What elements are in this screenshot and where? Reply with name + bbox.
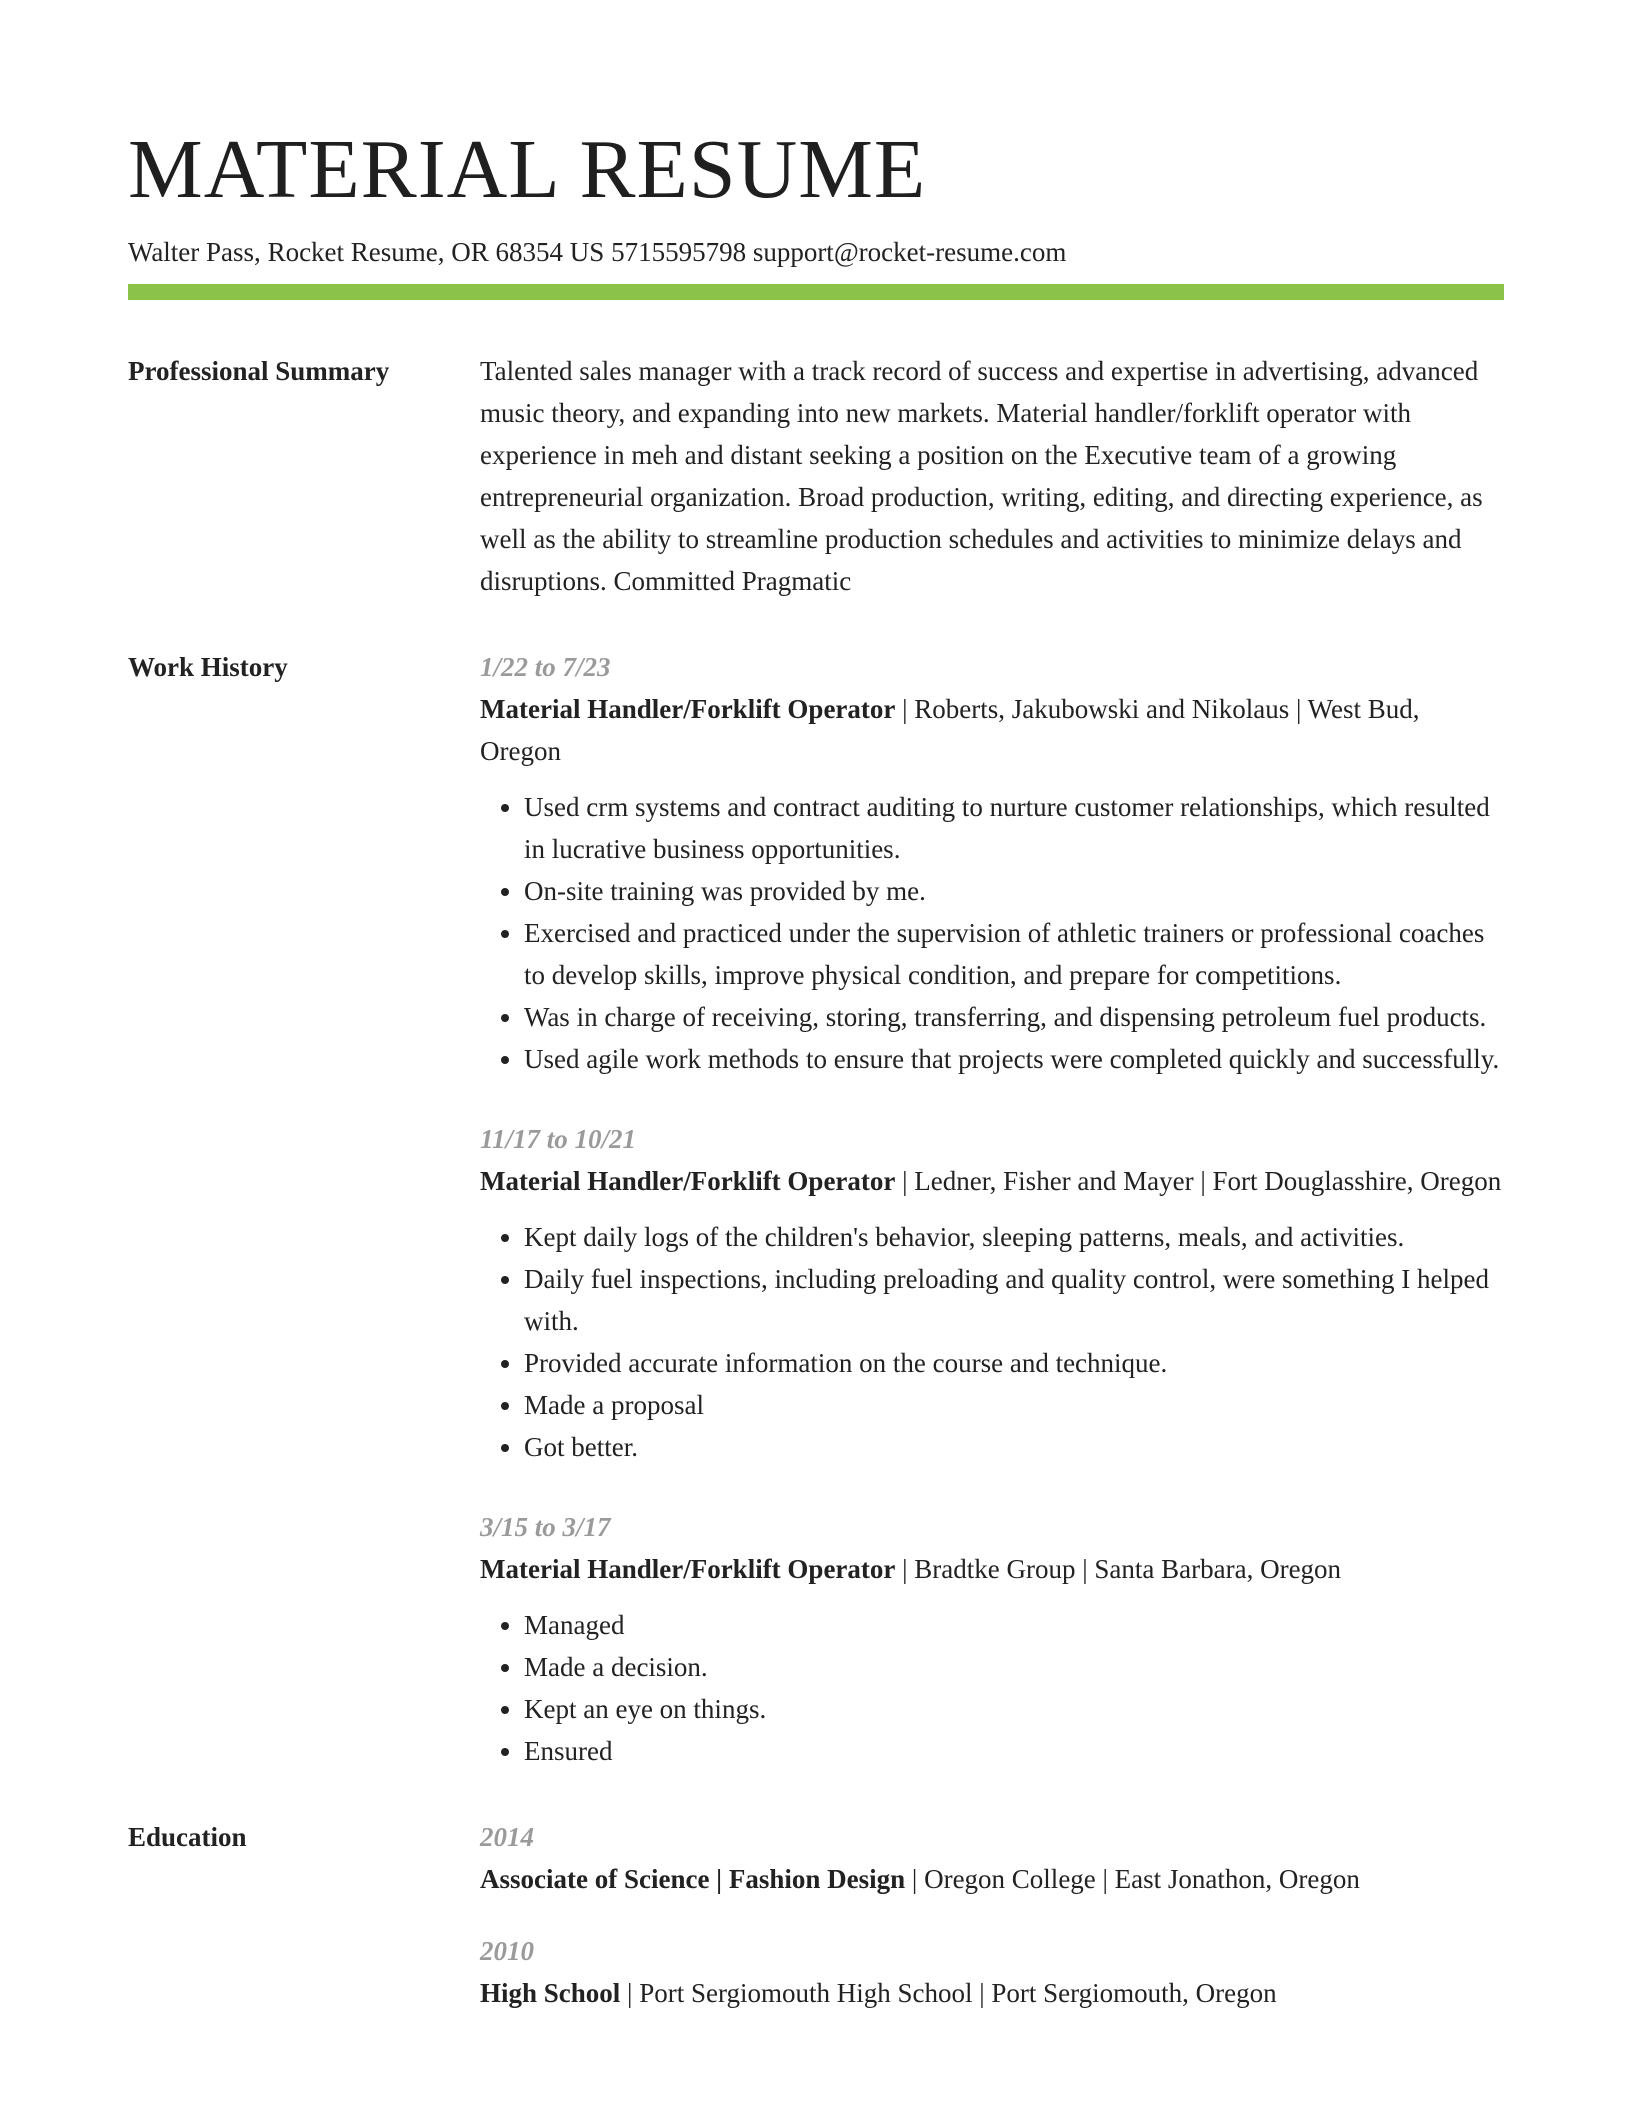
job-title-line <box>480 688 1504 772</box>
summary-text: Talented sales manager with a track record of success and expertise in advertising, advanced music theory, and expanding into new markets. Material handler/forklift operator with experience in meh and distant seeking a position on the Executive team of a growing entrepreneurial organization. Broad production, writing, editing, and directing experience, as well as the ability to streamline production schedules and activities to minimize delays and disruptions. Committed Pragmatic <box>480 356 1483 596</box>
list-item: • Daily fuel inspections, including preloading and quality control, were something I helped with. <box>524 1258 1504 1342</box>
list-item: • Exercised and practiced under the supervision of athletic trainers or professional coaches to develop skills, improve physical condition, and prepare for competitions. <box>524 912 1504 996</box>
work-history-section <box>128 646 1504 1772</box>
job-bullets <box>480 1604 1504 1772</box>
list-item: • Made a proposal <box>524 1384 1504 1426</box>
job-details: | Roberts, Jakubowski and Nikolaus | West Bud, Oregon <box>480 694 1420 766</box>
job-bullets <box>480 1216 1504 1468</box>
education-title-line <box>480 1972 1504 2014</box>
job-entry <box>480 646 1504 1080</box>
work-history-body <box>480 646 1504 1772</box>
contact-line <box>128 234 1504 270</box>
job-entry <box>480 1506 1504 1772</box>
list-item: • Used crm systems and contract auditing to nurture customer relationships, which resulted in lucrative business opportunities. <box>524 786 1504 870</box>
contact-email: support@rocket-resume.com <box>752 237 1067 267</box>
summary-label: Professional Summary <box>128 356 390 386</box>
education-title-line <box>480 1858 1504 1900</box>
education-degree: Associate of Science | Fashion Design <box>480 1864 906 1894</box>
list-item: • Got better. <box>524 1426 1504 1468</box>
job-details: | Ledner, Fisher and Mayer | Fort Douglasshire, Oregon <box>895 1166 1502 1196</box>
list-item: • Kept an eye on things. <box>524 1688 1504 1730</box>
list-item: • Kept daily logs of the children's behavior, sleeping patterns, meals, and activities. <box>524 1216 1504 1258</box>
list-item: • Used agile work methods to ensure that projects were completed quickly and successfully. <box>524 1038 1504 1080</box>
job-entry <box>480 1118 1504 1468</box>
contact-city: Rocket Resume, <box>267 237 445 267</box>
contact-state-zip: OR 68354 <box>451 237 564 267</box>
job-dates: 3/15 to 3/17 <box>480 1512 611 1542</box>
list-item: • On-site training was provided by me. <box>524 870 1504 912</box>
work-history-label: Work History <box>128 652 288 682</box>
education-entry <box>480 1816 1504 1900</box>
contact-country: US <box>569 237 605 267</box>
education-label: Education <box>128 1822 247 1852</box>
job-title-line <box>480 1160 1504 1202</box>
summary-section <box>128 350 1504 602</box>
job-bullets <box>480 786 1504 1080</box>
education-year: 2010 <box>480 1936 534 1966</box>
list-item: • Managed <box>524 1604 1504 1646</box>
education-details: | Oregon College | East Jonathon, Oregon <box>905 1864 1360 1894</box>
education-entry <box>480 1930 1504 2014</box>
job-dates: 1/22 to 7/23 <box>480 652 611 682</box>
education-details: | Port Sergiomouth High School | Port Sergiomouth, Oregon <box>620 1978 1277 2008</box>
job-title: Material Handler/Forklift Operator <box>480 1166 896 1196</box>
list-item: • Provided accurate information on the course and technique. <box>524 1342 1504 1384</box>
job-details: | Bradtke Group | Santa Barbara, Oregon <box>895 1554 1342 1584</box>
education-section <box>128 1816 1504 2014</box>
education-body <box>480 1816 1504 2014</box>
job-title-line <box>480 1548 1504 1590</box>
list-item: • Made a decision. <box>524 1646 1504 1688</box>
job-title: Material Handler/Forklift Operator <box>480 1554 896 1584</box>
job-title: Material Handler/Forklift Operator <box>480 694 896 724</box>
education-year: 2014 <box>480 1822 534 1852</box>
resume-page <box>128 120 1504 2014</box>
resume-name: MATERIAL RESUME <box>128 123 927 216</box>
summary-body <box>480 350 1504 602</box>
job-dates: 11/17 to 10/21 <box>480 1124 637 1154</box>
header-divider <box>128 284 1504 300</box>
list-item: • Was in charge of receiving, storing, transferring, and dispensing petroleum fuel products. <box>524 996 1504 1038</box>
contact-person: Walter Pass, <box>128 237 261 267</box>
list-item: • Ensured <box>524 1730 1504 1772</box>
contact-phone: 5715595798 <box>611 237 747 267</box>
education-degree: High School <box>480 1978 621 2008</box>
